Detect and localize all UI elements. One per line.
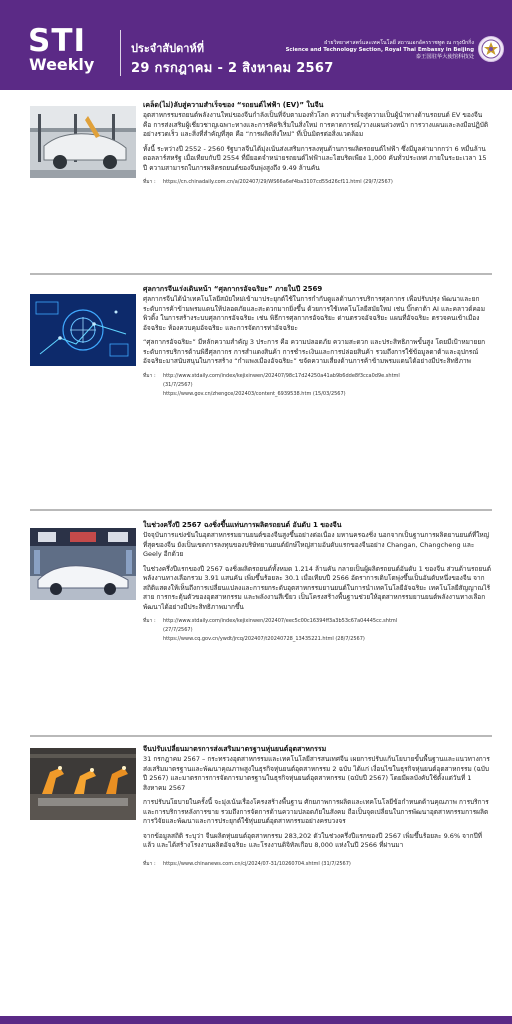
source-label: ที่มา : <box>143 618 156 624</box>
article-paragraph: อุตสาหกรรมรถยนต์พลังงานใหม่ของจีนกำลังเป็นที่จับตามองทั่วโลก ความสำเร็จสู่ความเป็นผู้นำทางด้านรถยนต์ EV ของจีน คือ การส่งเสริมผู้เชี่ยวชาญเฉพาะทางและการคิดริเริ่มในสิ่งใหม่ การคาดการณ์/วางแผนล่วงหน้า การวางแผนและลงมือปฏิบัติอย่างรวดเร็ว และสิ่งที่สำคัญที่สุด คือ “การผลิตสิ่งใหม่” ที่เป็นมิตรต่อสิ่งแวดล้อม <box>143 111 489 138</box>
article-source <box>143 178 491 186</box>
footer-bar <box>0 1016 512 1024</box>
article-body <box>143 520 491 643</box>
office-name-thai: ฝ่ายวิทยาศาสตร์และเทคโนโลยี สถานเอกอัครราชทูต ณ กรุงปักกิ่ง <box>324 40 474 46</box>
source-link[interactable]: https://www.cq.gov.cn/ywdt/jrcq/202407/t20240728_13435221.html (28/7/2567) <box>163 636 365 642</box>
logo-weekly-text: Weekly <box>29 55 95 74</box>
article-paragraph: ปัจจุบันการแข่งขันในอุตสาหกรรมยานยนต์ของจีนสูงขึ้นอย่างต่อเนื่อง มหานครฉงชิ่ง นอกจากเป็นฐานการผลิตยานยนต์ที่ใหญ่ที่สุดของจีน ยังเป็นเขตการลงทุนของบริษัทยานยนต์ยักษ์ใหญ่สามอันดับแรกของจีนอย่าง Changan, Changcheng และ Geely อีกด้วย <box>143 531 490 558</box>
article-divider <box>30 273 492 275</box>
article-paragraph: ศุลกากรจีนได้นำเทคโนโลยีสมัยใหม่เข้ามาประยุกต์ใช้ในการกำกับดูแลด้านการบริการศุลกากร เพื่อปรับปรุง พัฒนาและยกระดับการค้าข้ามพรมแดนให้ปลอดภัยและสะดวกมากยิ่งขึ้น ด้วยการใช้เทคโนโลยีสมัยใหม่ เช่น บิ๊กดาต้า AI และคลาวด์คอมพิวติ้ง ในการสร้างระบบศุลกากรอัจฉริยะ เช่น พิธีการศุลกากรอัจฉริยะ ด่านตรวจอัจฉริยะ แผนที่อัจฉริยะ ตรวจคนเข้าเมืองอัจฉริยะ ห้องควบคุมอัจฉริยะ และการจัดการท่าอัจฉริยะ <box>143 295 485 332</box>
issue-dates: 29 กรกฎาคม - 2 สิงหาคม 2567 <box>131 61 334 76</box>
logo-sti-text: STI <box>28 23 87 59</box>
issue-label: ประจำสัปดาห์ที่ <box>131 42 204 55</box>
source-label: ที่มา : <box>143 860 156 867</box>
source-date: (27/7/2567) <box>163 627 193 633</box>
sti-weekly-logo <box>28 23 108 74</box>
article-source <box>143 617 491 643</box>
thai-garuda-emblem-icon <box>478 36 504 62</box>
article-title: จีนปรับเปลี่ยนมาตรการส่งเสริมมาตรฐานหุ่นยนต์อุตสาหกรรม <box>143 745 327 753</box>
article-photo-ev-factory <box>30 106 136 178</box>
newsletter-header <box>0 0 512 90</box>
article-photo-auto-show <box>30 528 136 600</box>
article-divider <box>30 509 492 511</box>
source-label: ที่มา : <box>143 179 156 185</box>
office-info <box>244 40 474 61</box>
office-name-chinese: 泰王国驻华大使馆科技处 <box>415 54 474 60</box>
article-title: เคล็ด(ไม่)ลับสู่ความสำเร็จของ “รถยนต์ไฟฟ้า (EV)” ในจีน <box>143 101 324 109</box>
article-paragraph: 31 กรกฎาคม 2567 – กระทรวงอุตสาหกรรมและเทคโนโลยีสารสนเทศจีน เผยการปรับแก้นโยบายขั้นพื้นฐานและแนวทางการส่งเสริมมาตรฐานและพัฒนาคุณภาพสูงในธุรกิจหุ่นยนต์อุตสาหกรรม 2 ฉบับ ได้แก่ เงื่อนไขในธุรกิจหุ่นยนต์อุตสาหกรรม (ฉบับปี 2567) และมาตรการการจัดการมาตรฐานในธุรกิจหุ่นยนต์อุตสาหกรรม (ฉบับปี 2567) โดยมีผลบังคับใช้ตั้งแต่วันที่ 1 สิงหาคม 2567 <box>143 755 490 792</box>
article-paragraph: จากข้อมูลสถิติ ระบุว่า จีนผลิตหุ่นยนต์อุตสาหกรรม 283,202 ตัวในช่วงครึ่งปีแรกของปี 2567 เพิ่มขึ้นร้อยละ 9.6% จากปีที่แล้ว และได้สร้างโรงงานผลิตอัจฉริยะ และโรงงานดิจิทัลเกือบ 8,000 แห่งในปี 2566 ที่ผ่านมา <box>143 831 482 849</box>
source-date: (31/7/2567) <box>163 381 193 388</box>
article-title: ศุลกากรจีนเร่งเดินหน้า “ศุลกากรอัจฉริยะ” ภายในปี 2569 <box>143 285 323 293</box>
article-body <box>143 744 491 868</box>
article-body <box>143 100 491 186</box>
article-photo-robot-factory <box>30 748 136 820</box>
source-link[interactable]: http://www.stdaily.com/index/kejixinwen/202407/98c17d24250a41ab9b6dde8f3cca0d9e.shtml <box>163 372 400 379</box>
source-link[interactable]: https://cn.chinadaily.com.cn/a/202407/29/WS66a6ef4ba3107cd55d26cf11.html (29/7/2567) <box>163 179 393 185</box>
article-body <box>143 284 491 398</box>
article-title: ในช่วงครึ่งปี 2567 ฉงชิ่งขึ้นแท่นการผลิตรถยนต์ อันดับ 1 ของจีน <box>143 521 342 529</box>
source-link[interactable]: https://www.chinanews.com.cn/cj/2024/07-31/10260704.shtml (31/7/2567) <box>163 860 351 867</box>
article-divider <box>30 735 492 737</box>
office-name-english: Science and Technology Section, Royal Thai Embassy in Beijing <box>285 47 474 53</box>
article-source <box>143 372 491 398</box>
article-paragraph: ทั้งนี้ ระหว่างปี 2552 - 2560 รัฐบาลจีนได้มุ่งเน้นส่งเสริมการลงทุนด้านการผลิตรถยนต์ไฟฟ้า ซึ่งมีมูลค่ามากกว่า 6 หมื่นล้านดอลลาร์สหรัฐ เมื่อเทียบกับปี 2554 ที่มียอดจำหน่ายรถยนต์ไฟฟ้าและไฮบริดเพียง 1,000 คันทั่วประเทศ ภายในระยะเวลา 15 ปี ความสามารถในการผลิตรถยนต์ของจีนพุ่งสูงถึง 9.49 ล้านคัน <box>143 144 487 172</box>
source-link[interactable]: https://www.gov.cn/zhengce/202403/content_6939538.htm (15/03/2567) <box>163 390 346 397</box>
article-paragraph: การปรับนโยบายในครั้งนี้ จะมุ่งเน้นเรื่องโครงสร้างพื้นฐาน ศักยภาพการผลิตและเทคโนโลยีข้อกำหนดด้านคุณภาพ การบริการและการบริการหลังการขาย รวมถึงการจัดการด้านความปลอดภัยในสังคม ถือเป็นจุดเปลี่ยนในการพัฒนาอุตสาหกรรมการผลิต การวิจัยและพัฒนาและการประยุกต์ใช้หุ่นยนต์อุตสาหกรรมอย่างครบวงจร <box>143 798 489 825</box>
article-photo-smart-customs <box>30 294 136 366</box>
source-link[interactable]: http://www.stdaily.com/index/kejixinwen/202407/eec5c00c16394ff3a3b53c67a04445cc.shtml <box>163 618 398 624</box>
source-label: ที่มา : <box>143 372 156 379</box>
article-paragraph: ในช่วงครึ่งปีแรกของปี 2567 ฉงชิ่งผลิตรถยนต์ทั้งหมด 1.214 ล้านคัน กลายเป็นผู้ผลิตรถยนต์อันดับ 1 ของจีน ส่วนด้านรถยนต์พลังงานทางเลือกรวม 3.91 แสนคัน เพิ่มขึ้นร้อยละ 30.1 เมื่อเทียบปี 2566 อัตราการเติบโตพุ่งขึ้นเป็นอันดับหนึ่งของจีน จากสถิติแสดงให้เห็นถึงการเปลี่ยนแปลงและการยกระดับอุตสาหกรรมยานยนต์ในการนำเทคโนโลยีอัจฉริยะ เทคโนโลยีสัญญาณไร้สาย การกระตุ้นตัวของอุตสาหกรรม และพลังงานสีเขียว เป็นโครงสร้างพื้นฐานช่วยให้อุตสาหกรรมยานยนต์พลังงานทางเลือกพัฒนาได้อย่างมีประสิทธิภาพมากขึ้น <box>143 564 491 611</box>
header-divider <box>120 30 121 76</box>
article-source <box>143 860 491 868</box>
article-paragraph: “ศุลกากรอัจฉริยะ” มีหลักความสำคัญ 3 ประการ คือ ความปลอดภัย ความสะดวก และประสิทธิภาพขั้นสูง โดยมีเป้าหมายยกระดับการบริการด้านพิธีศุลกากร การสำแดงสินค้า การชำระเงินและการปล่อยสินค้า รวมถึงการใช้ข้อมูลดาต้าและอุปกรณ์อัจฉริยะมาสนับสนุนในการสร้าง “กำแพงเมืองอัจฉริยะ” ขจัดความเสี่ยงด้านการค้าข้ามพรมแดนได้อย่างมีประสิทธิภาพ <box>143 338 486 365</box>
